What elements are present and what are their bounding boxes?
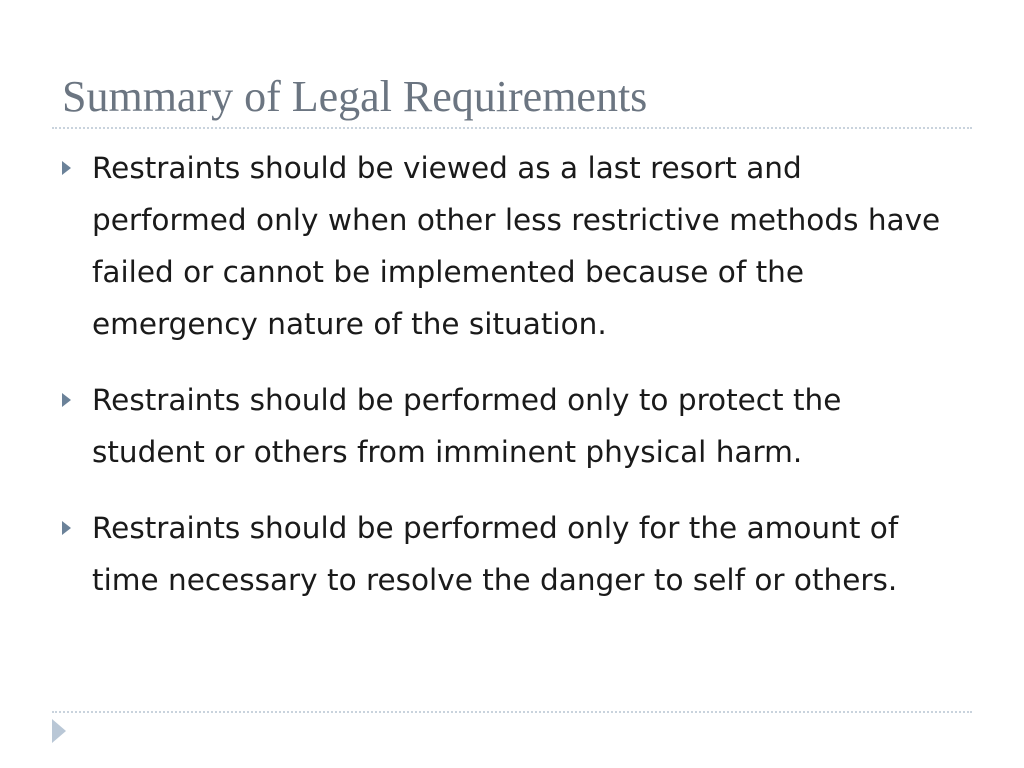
bullet-text: Restraints should be performed only to protect the student or others from imminent physical harm.: [92, 383, 842, 469]
title-divider: [52, 127, 972, 129]
bullet-item: [60, 142, 960, 350]
bullet-item: [60, 374, 960, 478]
bullet-text: Restraints should be viewed as a last resort and performed only when other less restrictive methods have failed or cannot be implemented because of the emergency nature of the situation.: [92, 151, 941, 341]
bullet-list: [60, 142, 960, 630]
triangle-bullet-icon: [62, 393, 71, 407]
bullet-item: [60, 502, 960, 606]
slide-title: Summary of Legal Requirements: [62, 72, 648, 121]
triangle-bullet-icon: [62, 521, 71, 535]
footer-divider: [52, 711, 972, 713]
next-slide-arrow-icon[interactable]: [52, 719, 66, 743]
bullet-text: Restraints should be performed only for the amount of time necessary to resolve the danger to self or others.: [92, 511, 899, 597]
triangle-bullet-icon: [62, 161, 71, 175]
